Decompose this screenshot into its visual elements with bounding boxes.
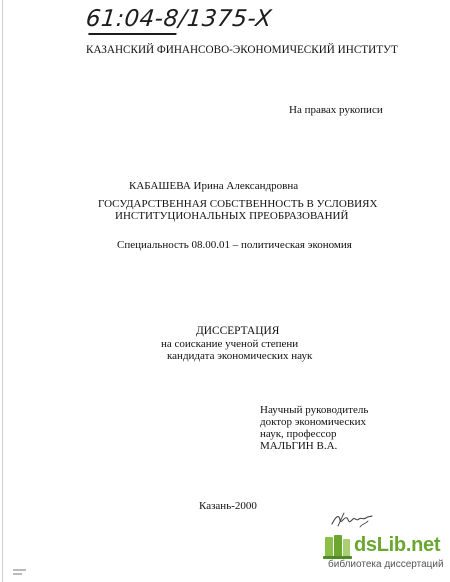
- scan-corner-mark: [12, 568, 28, 578]
- manuscript-rights-note: На правах рукописи: [289, 104, 383, 116]
- handwritten-catalog-code: [85, 6, 273, 32]
- degree-line-1: на соискание ученой степени: [161, 338, 299, 350]
- specialty-line: Специальность 08.00.01 – политическая экономия: [117, 239, 352, 251]
- author-name: КАБАШЕВА Ирина Александровна: [129, 180, 299, 192]
- dissertation-title-line-2: ИНСТИТУЦИОНАЛЬНЫХ ПРЕОБРАЗОВАНИЙ: [115, 210, 349, 222]
- handwritten-underline: [88, 33, 176, 35]
- dslib-subtitle: библиотека диссертаций: [328, 559, 444, 570]
- institute-name: КАЗАНСКИЙ ФИНАНСОВО-ЭКОНОМИЧЕСКИЙ ИНСТИТУТ: [86, 44, 398, 56]
- degree-line-2: кандидата экономических наук: [167, 350, 313, 362]
- supervisor-line-2: доктор экономических: [260, 416, 367, 428]
- dslib-watermark[interactable]: [320, 532, 448, 578]
- dslib-brand-text: dsLib.net: [354, 534, 441, 556]
- handwritten-signature: [330, 508, 374, 530]
- supervisor-line-3: наук, профессор: [260, 428, 337, 440]
- handwritten-catalog-code-text: 61:04-8/1375-X: [84, 6, 274, 32]
- dissertation-title-line-1: ГОСУДАРСТВЕННАЯ СОБСТВЕННОСТЬ В УСЛОВИЯХ: [98, 198, 378, 210]
- work-type-heading: ДИССЕРТАЦИЯ: [196, 325, 280, 337]
- dslib-logo-icon: [322, 532, 354, 560]
- city-year: Казань-2000: [199, 500, 257, 512]
- supervisor-line-1: Научный руководитель: [260, 404, 369, 416]
- scan-margin-line: [2, 0, 3, 582]
- supervisor-name: МАЛЬГИН В.А.: [260, 440, 338, 452]
